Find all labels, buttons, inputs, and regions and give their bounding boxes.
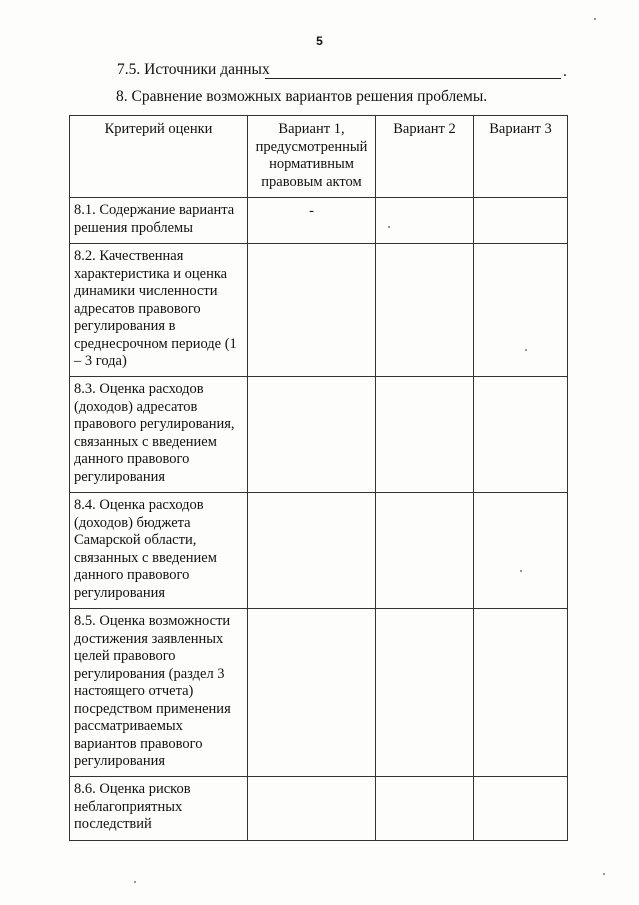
header-variant-2: Вариант 2 [376,116,474,198]
row-8-2-variant-1[interactable] [248,244,376,377]
scan-speck [134,881,136,883]
row-8-3-variant-1[interactable] [248,377,376,493]
scan-speck [525,349,527,351]
data-sources-fill-line[interactable] [265,78,561,79]
row-8-2-variant-2[interactable] [376,244,474,377]
table-row [70,777,568,841]
scan-speck [603,873,605,875]
table-row [70,609,568,777]
scan-speck [388,226,390,228]
row-8-1-criterion: 8.1. Содержание варианта решения проблемы [70,198,248,244]
page-number: 5 [316,34,323,48]
row-8-5-variant-1[interactable] [248,609,376,777]
table-header-row [70,116,568,198]
row-8-1-variant-1[interactable]: - [248,198,376,244]
row-8-4-variant-3[interactable] [474,493,568,609]
row-8-5-criterion: 8.5. Оценка возможности достижения заявленных целей правового регулирования (раздел 3 настоящего отчета) посредством применения рассматриваемых вариантов правового регулирования [70,609,248,777]
table-row [70,493,568,609]
section-7-5-label: 7.5. Источники данных [117,61,270,78]
row-8-5-variant-3[interactable] [474,609,568,777]
row-8-2-criterion: 8.2. Качественная характеристика и оценка динамики численности адресатов правового регулирования в среднесрочном периоде (1 – 3 года) [70,244,248,377]
row-8-3-variant-2[interactable] [376,377,474,493]
row-8-1-variant-3[interactable] [474,198,568,244]
row-8-3-criterion: 8.3. Оценка расходов (доходов) адресатов правового регулирования, связанных с введением данного правового регулирования [70,377,248,493]
row-8-4-criterion: 8.4. Оценка расходов (доходов) бюджета Самарской области, связанных с введением данного правового регулирования [70,493,248,609]
section-7-5-end-mark: . [563,63,567,80]
row-8-4-variant-1[interactable] [248,493,376,609]
row-8-6-variant-1[interactable] [248,777,376,841]
table-row [70,198,568,244]
header-variant-3: Вариант 3 [474,116,568,198]
row-8-2-variant-3[interactable] [474,244,568,377]
scan-speck [594,18,596,20]
row-8-6-variant-2[interactable] [376,777,474,841]
row-8-6-variant-3[interactable] [474,777,568,841]
table-row [70,244,568,377]
header-criterion: Критерий оценки [70,116,248,198]
row-8-5-variant-2[interactable] [376,609,474,777]
header-variant-1: Вариант 1, предусмотренный нормативным правовым актом [248,116,376,198]
row-8-1-variant-2[interactable] [376,198,474,244]
section-8-title: 8. Сравнение возможных вариантов решения проблемы. [116,88,488,105]
row-8-3-variant-3[interactable] [474,377,568,493]
table-row [70,377,568,493]
comparison-table [69,115,568,841]
scan-speck [520,570,522,572]
row-8-4-variant-2[interactable] [376,493,474,609]
row-8-6-criterion: 8.6. Оценка рисков неблагоприятных последствий [70,777,248,841]
